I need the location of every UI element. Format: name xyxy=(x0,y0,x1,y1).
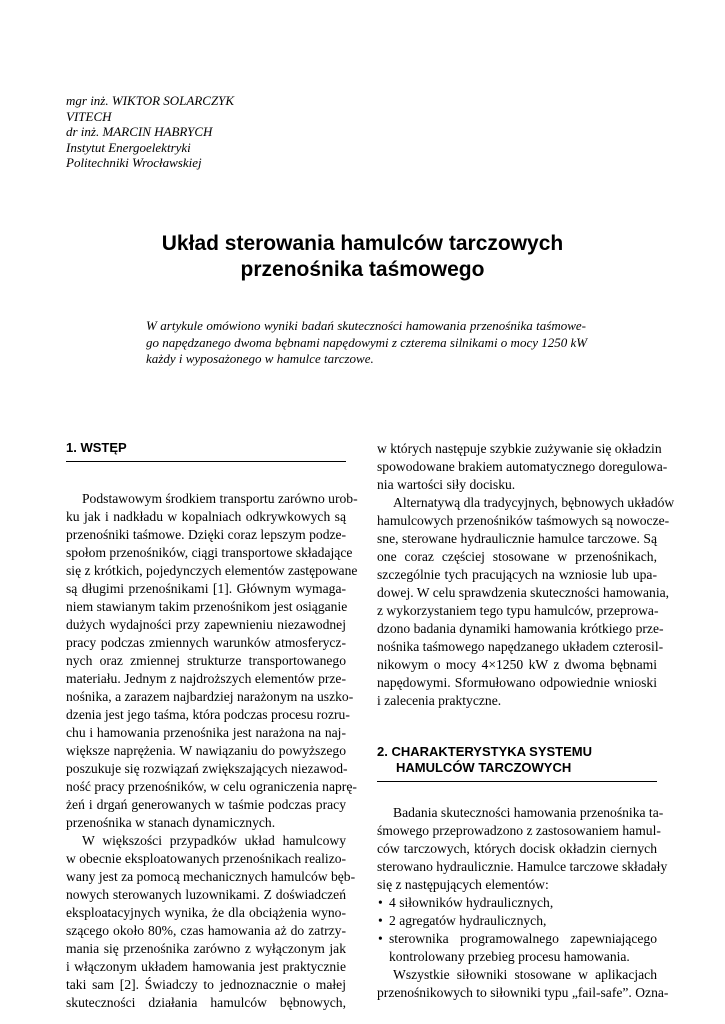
author-line: dr inż. MARCIN HABRYCH xyxy=(66,124,213,140)
paragraph xyxy=(377,966,669,1002)
text-line: dzono badania dynamiki hamowania krótkiego prze- xyxy=(377,621,664,636)
text-line: Podstawowym środkiem transportu zarówno urob- xyxy=(82,491,358,506)
text-line: poszukuje się rozwiązań zwiększających niezawod- xyxy=(66,761,348,776)
text-line: nowych sterowanych luzownikami. Z doświadczeń xyxy=(66,887,346,902)
text-line: ność pracy przenośników, w celu ograniczenia naprę- xyxy=(66,779,357,794)
title-line: przenośnika taśmowego xyxy=(240,258,485,281)
author-line: Politechniki Wrocławskiej xyxy=(66,155,202,171)
text-line: wany jest za pomocą mechanicznych hamulców bęb- xyxy=(66,869,356,884)
bullet-list xyxy=(377,894,657,966)
text-line: nośnika, a zarazem najbardziej narażonym na uszko- xyxy=(66,689,354,704)
text-line: nośnika taśmowego napędzanego układem czterosil- xyxy=(377,639,664,654)
text-line: większe naprężenia. W nawiązaniu do powyższego xyxy=(66,743,346,758)
text-line: dużych wydajności przy zapewnieniu niezawodnej xyxy=(66,617,346,632)
text-line: ku jak i nadkładu w kopalniach odkrywkowych są xyxy=(66,509,346,524)
text-line: sne, sterowane hydraulicznie hamulce tarczowe. Są xyxy=(377,531,657,546)
paragraph xyxy=(377,440,668,494)
text-line: dowej. W celu sprawdzenia skuteczności hamowania, xyxy=(377,585,670,600)
paper-title xyxy=(66,231,659,283)
paragraph xyxy=(377,804,668,894)
section-heading xyxy=(66,440,346,462)
paragraph xyxy=(66,490,358,832)
author-line: mgr inż. WIKTOR SOLARCZYK xyxy=(66,93,235,108)
text-line: są długimi przenośnikami [1]. Głównym wymaga- xyxy=(66,581,346,596)
text-line: żeń i drgań generowanych w taśmie podczas pracy xyxy=(66,797,346,812)
text-line: w obecnie eksploatowanych przenośnikach realizo- xyxy=(66,851,347,866)
list-item xyxy=(377,930,657,948)
text-line: napędowymi. Sformułowano odpowiednie wnioski xyxy=(377,675,657,690)
text-line: niem stawianym takim przenośnikom jest osiąganie xyxy=(66,599,348,614)
text-line: hamulcowych przenośników taśmowych są nowocze- xyxy=(377,513,670,528)
text-line: one coraz częściej stosowane w przenośnikach, xyxy=(377,549,657,564)
text-line: przenośnika w stanach dynamicznych. xyxy=(66,815,276,830)
text-line: taki sam [2]. Świadczy to jednoznacznie o małej xyxy=(66,977,346,992)
list-item-text: kontrolowany przebieg procesu hamowania. xyxy=(389,949,630,964)
text-line: dzenia jest jego taśma, która podczas procesu rozru- xyxy=(66,707,350,722)
right-column xyxy=(377,440,675,1002)
text-line: śmowego przeprowadzono z zastosowaniem hamul- xyxy=(377,823,661,838)
text-line: mania się przenośnika zarówno z wyłączonym jak xyxy=(66,941,346,956)
section-heading-text: HAMULCÓW TARCZOWYCH xyxy=(396,760,572,775)
text-line: Badania skuteczności hamowania przenośnika ta- xyxy=(393,805,664,820)
list-item-continuation xyxy=(377,948,657,966)
author-line: Instytut Energoelektryki xyxy=(66,139,191,155)
text-line: nych oraz zmiennej strukturze transportowanego xyxy=(66,653,346,668)
section-heading-text: 1. WSTĘP xyxy=(66,440,127,455)
text-line: z wykorzystaniem tego typu hamulców, przeprowa- xyxy=(377,603,659,618)
abstract-line: go napędzanego dwoma bębnami napędowymi z czterema silnikami o mocy 1250 kW xyxy=(146,334,588,350)
text-line: i zalecenia praktyczne. xyxy=(377,693,502,708)
left-column xyxy=(66,440,358,1012)
text-line: i włączonym układem hamowania jest praktycznie xyxy=(66,959,346,974)
abstract-line: W artykule omówiono wyniki badań skuteczności hamowania przenośnika taśmowe- xyxy=(146,318,586,333)
text-line: szącego około 80%, czas hamowania aż do zatrzy- xyxy=(66,923,346,938)
text-line: W większości przypadków układ hamulcowy xyxy=(82,833,346,848)
text-line: się z krótkich, pojedynczych elementów zastępowane xyxy=(66,563,358,578)
title-line: Układ sterowania hamulców tarczowych xyxy=(161,232,564,255)
text-line: ców tarczowych, których docisk okładzin ciernych xyxy=(377,841,657,856)
text-line: sterowano hydraulicznie. Hamulce tarczowe składały xyxy=(377,859,668,874)
text-line: społom przenośników, ciągi transportowe składające xyxy=(66,545,353,560)
text-line: przenośniki taśmowe. Dzięki coraz lepszym podze- xyxy=(66,527,347,542)
text-line: chu i hamowania przenośnika jest narażona na naj- xyxy=(66,725,346,740)
text-line: eksploatacyjnych wynika, że dla obciążenia wyno- xyxy=(66,905,346,920)
list-item xyxy=(377,912,657,930)
author-line: VITECH xyxy=(66,108,112,124)
list-item-text: sterownika programowalnego zapewniającego xyxy=(389,931,657,946)
text-line: przenośnikowych to siłowniki typu „fail-safe”. Ozna- xyxy=(377,985,669,1000)
text-line: nia wartości siły docisku. xyxy=(377,477,516,492)
paragraph xyxy=(66,832,356,1012)
text-line: spowodowane brakiem automatycznego doregulowa- xyxy=(377,459,668,474)
text-line: materiału. Jednym z najdroższych elementów prze- xyxy=(66,671,346,686)
list-item-text: 4 siłowników hydraulicznych, xyxy=(389,895,554,910)
text-line: Alternatywą dla tradycyjnych, bębnowych układów xyxy=(393,495,675,510)
text-line: nikowym o mocy 4×1250 kW z dwoma bębnami xyxy=(377,657,657,672)
list-item-text: 2 agregatów hydraulicznych, xyxy=(389,913,547,928)
text-line: Wszystkie siłowniki stosowane w aplikacjach xyxy=(393,967,657,982)
author-affiliations xyxy=(66,93,386,171)
text-line: skuteczności działania hamulców bębnowych, xyxy=(66,995,346,1010)
text-line: w których następuje szybkie zużywanie się okładzin xyxy=(377,441,662,456)
text-line: się z następujących elementów: xyxy=(377,877,549,892)
abstract-line: każdy i wyposażonego w hamulce tarczowe. xyxy=(146,351,374,366)
paragraph xyxy=(377,494,675,710)
abstract xyxy=(146,318,586,368)
section-heading xyxy=(377,744,657,782)
section-heading-text: 2. CHARAKTERYSTYKA SYSTEMU xyxy=(377,744,593,759)
bullet-icon: • xyxy=(378,895,383,910)
list-item xyxy=(377,894,657,912)
bullet-icon: • xyxy=(378,931,383,946)
text-line: szczególnie tych pracujących na wzniosie lub upa- xyxy=(377,567,657,582)
text-line: pracy podczas zmiennych warunków atmosferycz- xyxy=(66,635,346,650)
bullet-icon: • xyxy=(378,913,383,928)
